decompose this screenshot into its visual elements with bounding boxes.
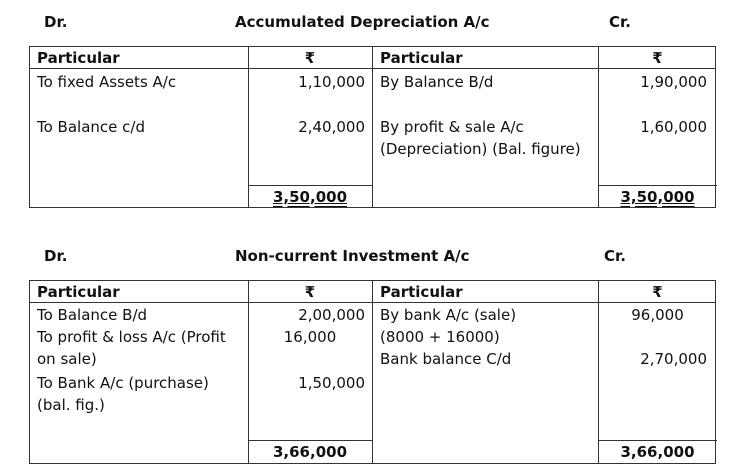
account2-credit-header-rupee: ₹ — [652, 283, 663, 301]
account1-title: Accumulated Depreciation A/c — [235, 13, 490, 31]
account1-credit-row2-particular-line1: By profit & sale A/c — [380, 118, 524, 136]
account2-debit-row2-particular-line1: To profit & loss A/c (Profit — [37, 328, 226, 346]
account2-debit-row2-particular-line2: on sale) — [37, 350, 97, 368]
account1-debit-header-rupee: ₹ — [304, 49, 316, 67]
account2-debit-total: 3,66,000 — [272, 443, 348, 461]
account2-debit-row2-amount: 16,000 — [283, 328, 337, 346]
account1-debit-row1-amount: 1,10,000 — [298, 73, 365, 91]
account2-debit-header-rupee: ₹ — [304, 283, 316, 301]
account2-credit-row2-particular: Bank balance C/d — [380, 350, 512, 368]
account1-dr-label: Dr. — [44, 13, 68, 31]
account2-debit-row3-amount: 1,50,000 — [298, 374, 365, 392]
account2-credit-row2-amount: 2,70,000 — [640, 350, 707, 368]
account2-debit-row3-particular-line1: To Bank A/c (purchase) — [37, 374, 209, 392]
account1-cr-label: Cr. — [609, 13, 631, 31]
account2-credit-row1-particular-line2: (8000 + 16000) — [380, 328, 500, 346]
account1-ledger — [29, 46, 716, 208]
account2-debit-row1-particular: To Balance B/d — [37, 306, 148, 324]
account1-debit-row2-amount: 2,40,000 — [298, 118, 365, 136]
account2-credit-total: 3,66,000 — [620, 443, 695, 461]
account1-debit-row1-particular: To fixed Assets A/c — [37, 73, 177, 91]
account1-debit-total: 3,50,000 — [272, 188, 348, 206]
account1-credit-row2-amount: 1,60,000 — [640, 118, 707, 136]
account2-debit-row3-particular-line2: (bal. fig.) — [37, 396, 105, 414]
account1-debit-row2-particular: To Balance c/d — [37, 118, 145, 136]
account1-credit-total: 3,50,000 — [620, 188, 695, 206]
account2-ledger — [29, 280, 716, 464]
account1-credit-row1-amount: 1,90,000 — [640, 73, 707, 91]
account1-credit-header-rupee: ₹ — [652, 49, 663, 67]
account1-debit-header-particular: Particular — [37, 49, 120, 67]
account1-credit-row2-particular-line2: (Depreciation) (Bal. figure) — [380, 140, 581, 158]
account2-debit-header-particular: Particular — [37, 283, 120, 301]
account2-debit-row1-amount: 2,00,000 — [298, 306, 365, 324]
account2-title: Non-current Investment A/c — [235, 247, 470, 265]
account1-credit-row1-particular: By Balance B/d — [380, 73, 494, 91]
account2-cr-label: Cr. — [604, 247, 626, 265]
account2-credit-header-particular: Particular — [380, 283, 463, 301]
account2-dr-label: Dr. — [44, 247, 68, 265]
account2-credit-row1-particular-line1: By bank A/c (sale) — [380, 306, 517, 324]
account2-credit-row1-amount: 96,000 — [631, 306, 684, 324]
account1-credit-header-particular: Particular — [380, 49, 463, 67]
